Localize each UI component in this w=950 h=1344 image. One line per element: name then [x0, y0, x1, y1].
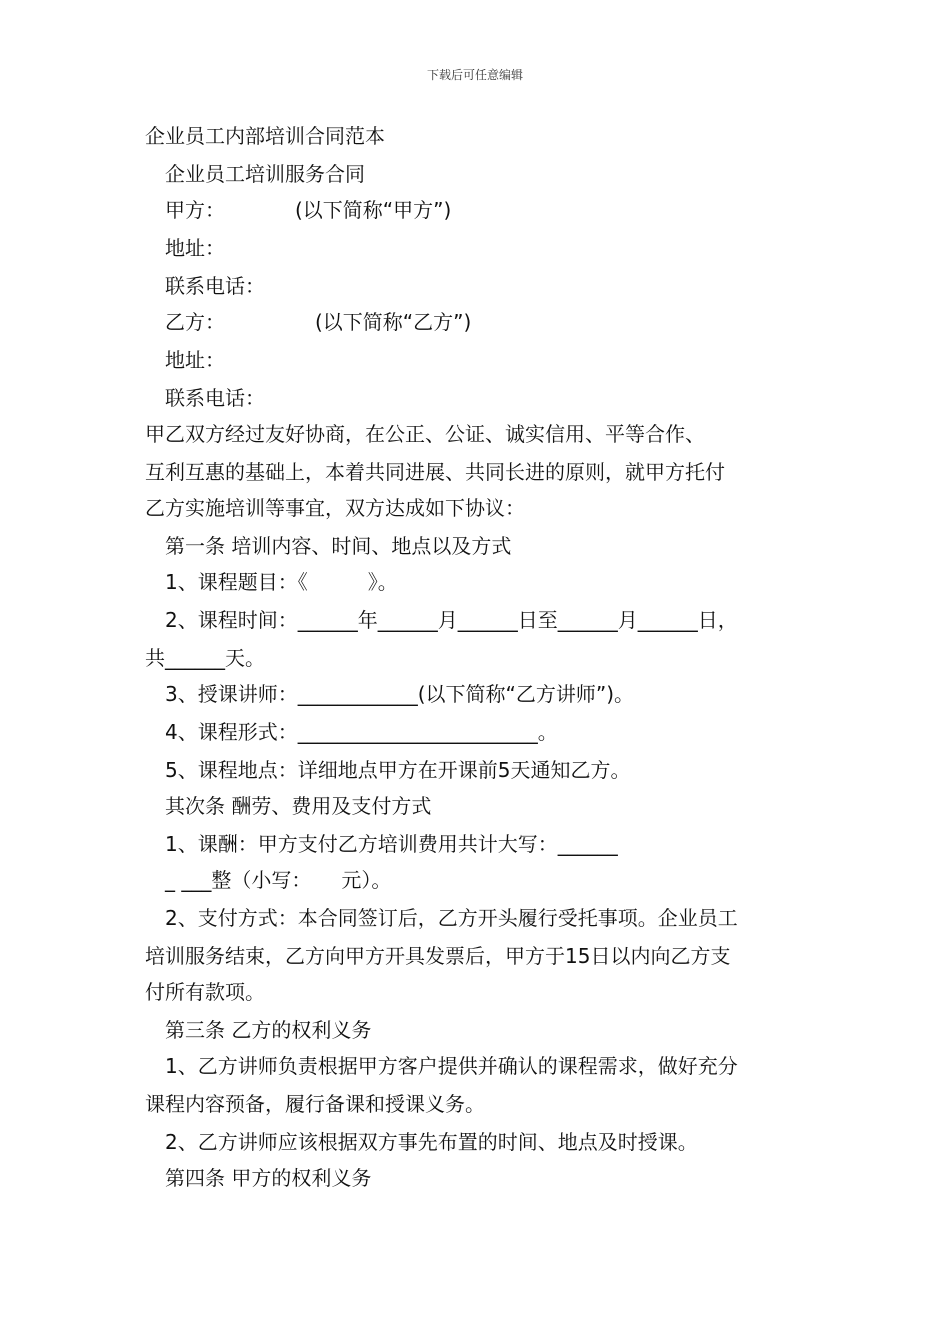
party-a-phone: 联系电话： [165, 274, 265, 298]
page-header-note: 下载后可任意编辑 [426, 68, 523, 82]
article-1-heading: 第一条 培训内容、时间、地点以及方式 [165, 534, 512, 558]
article-2-heading: 其次条 酬劳、费用及支付方式 [165, 794, 432, 818]
article-3-item-1-cont: 课程内容预备，履行备课和授课义务。 [145, 1092, 485, 1116]
article-3-heading: 第三条 乙方的权利义务 [165, 1018, 372, 1042]
article-2-item-2: 2、支付方式：本合同签订后，乙方开头履行受托事项。企业员工 [165, 906, 738, 930]
preamble-line-2: 互利互惠的基础上，本着共同进展、共同长进的原则，就甲方托付 [145, 460, 725, 484]
article-1-item-2: 2、课程时间：______年______月______日至______月______日， [165, 608, 738, 632]
contract-subtitle: 企业员工培训服务合同 [165, 162, 365, 186]
article-1-item-5: 5、课程地点：详细地点甲方在开课前5天通知乙方。 [165, 758, 631, 782]
preamble-line-3: 乙方实施培训等事宜，双方达成如下协议： [145, 496, 525, 520]
article-2-item-1: 1、课酬：甲方支付乙方培训费用共计大写：______ [165, 832, 618, 856]
article-1-item-4: 4、课程形式：________________________。 [165, 720, 558, 744]
party-a-line: 甲方： (以下简称“甲方”) [165, 198, 452, 222]
party-b-address: 地址： [165, 348, 225, 372]
document-title: 企业员工内部培训合同范本 [145, 124, 385, 148]
article-2-item-2-cont-2: 付所有款项。 [145, 980, 265, 1004]
article-2-item-1-cont: _ ___整（小写： 元）。 [165, 868, 392, 892]
preamble-line-1: 甲乙双方经过友好协商，在公正、公证、诚实信用、平等合作、 [145, 422, 705, 446]
article-1-item-1: 1、课程题目：《 》。 [165, 570, 398, 594]
article-4-heading: 第四条 甲方的权利义务 [165, 1166, 372, 1190]
article-2-item-2-cont-1: 培训服务结束，乙方向甲方开具发票后，甲方于15日以内向乙方支 [145, 944, 731, 968]
party-a-address: 地址： [165, 236, 225, 260]
article-3-item-2: 2、乙方讲师应该根据双方事先布置的时间、地点及时授课。 [165, 1130, 698, 1154]
article-1-item-2-cont: 共______天。 [145, 646, 265, 670]
party-b-line: 乙方： (以下简称“乙方”) [165, 310, 472, 334]
article-3-item-1: 1、乙方讲师负责根据甲方客户提供并确认的课程需求，做好充分 [165, 1054, 738, 1078]
party-b-phone: 联系电话： [165, 386, 265, 410]
article-1-item-3: 3、授课讲师：____________(以下简称“乙方讲师”)。 [165, 682, 635, 706]
